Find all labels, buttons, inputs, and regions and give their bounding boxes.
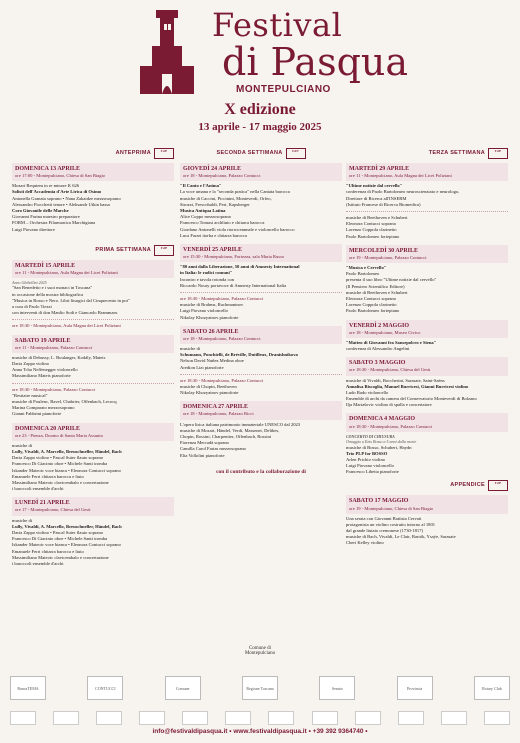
event-venue: ore 11 - Montepulciano, Palazzo Contucci (15, 344, 93, 350)
event-venue: ore 17:00 - Montepulciano, Chiesa di San Biagio (15, 173, 106, 179)
event-day: VENERDÌ 25 APRILE (183, 246, 243, 253)
event-line: L'opera lirica italiana patrimonio immateriale UNESCO dal 2023 (180, 421, 301, 427)
event-block (12, 335, 174, 418)
event-line: dal grande liutaio cremonese (1730-1817) (346, 528, 424, 534)
event-line: Omaggio a Ezio Bosso a 5 anni dalla morte (346, 439, 417, 445)
event-line: "Matteo di Giovanni fra Sansepolcro e Siena" (346, 339, 437, 345)
event-line: Eleonora Contucci soprano (346, 221, 397, 227)
column-anteprima (12, 148, 174, 572)
event-block (180, 326, 342, 397)
event-line: Aredion Lizi pianoforte (180, 364, 224, 370)
event-line: con interventi di don Manlio Sodi e Giancarlo Brammaru (12, 310, 118, 316)
event-line: musiche di Mozart, Händel, Verdi, Massenet, Delibes, (180, 427, 280, 433)
event-line: Luca Farari tiorba e chitarra barocca (180, 232, 247, 238)
event-day: SABATO 3 MAGGIO (349, 360, 406, 367)
event-block (180, 163, 342, 239)
event-line: musiche di Caccini, Piccinini, Monteverdi, Orfeo, (180, 195, 272, 201)
event-line: i baroccoli ensemble d'archi (12, 560, 64, 566)
partner-logo (10, 711, 36, 725)
event-day: MERCOLEDÌ 30 APRILE (349, 247, 419, 254)
event-line: Musica Antiqua Latina (180, 208, 226, 214)
event-venue: ore 19 - Montepulciano, Chiesa di San Biagio (349, 505, 434, 511)
event-line: Alessandro Fiocchetti tenore • Aleksandr Utkin basso (12, 201, 111, 207)
section-title: TERZA SETTIMANA (428, 149, 485, 156)
event-day: DOMENICA 13 APRILE (15, 166, 81, 172)
event-line: La voce umana e la "seconda pratica" nella Cantata barocca (180, 189, 290, 195)
event-line: Daria Zappa violino • Pascal Suter flauto soprano (12, 455, 104, 461)
event-line: "San Benedetto e i suoi monaci in Toscana" (12, 285, 93, 291)
event-line: Arlen Prichio violino (346, 456, 386, 462)
event-line: Giovanni Farina maestro preparatore (12, 214, 80, 220)
section-header-anteprima (12, 148, 174, 159)
event-line: Massimiliano Mateis pianoforte (12, 373, 71, 379)
event-line: Luigi Piovano violoncello (346, 463, 394, 469)
event-venue: ore 19 - Montepulciano, Palazzo Contucci (349, 254, 427, 260)
event-line: Iskander Mateoic voce bianca • Eleonora Contucci soprano (12, 542, 121, 548)
event-line: "Musica in Rosso e Nero. Libri liturgici dal Cinquecento in poi" (12, 297, 130, 303)
event-block (346, 413, 508, 475)
event-line: Paolo Bartolomeo fortepiano (346, 308, 400, 314)
sponsor-logo: Senato (319, 676, 355, 700)
event-line: musiche di (12, 442, 33, 448)
event-line: Annalisa Biscoglia, Manuel Burricesi, Gianni Burricesi violino (346, 383, 469, 389)
column-terza-settimana (346, 148, 508, 552)
event-day: GIOVEDÌ 24 APRILE (183, 166, 242, 172)
event-line: musiche di Beethoven e Schubert (346, 215, 408, 221)
event-block (12, 497, 174, 567)
event-block (12, 260, 174, 330)
event-day: VENERDÌ 2 MAGGIO (349, 322, 410, 329)
event-block (12, 163, 174, 233)
tower-logo (132, 6, 202, 102)
event-line: Direttore di Ricerca all'INSERM (346, 195, 407, 201)
event-line: Incontro e tavola rotonda con (180, 276, 235, 282)
event-line: Nikolay Khozyainov pianoforte (180, 390, 239, 396)
event-venue: ore 11 - Montepulciano, Aula Magna dei Licei Poliziani (349, 173, 452, 179)
event-line: Paolo Bartolomeo (346, 271, 380, 277)
event-day: DOMENICA 4 MAGGIO (349, 416, 415, 423)
event-line: "Bestiaire musical" (12, 392, 48, 398)
event-line: Daria Zappa violino • Pascal Suter flauto soprano (12, 529, 104, 535)
event-line: presenta il suo libro "Ultime notizie dal cervello" (346, 277, 437, 283)
event-line: musiche di Bosso, Schubert, Haydn (346, 444, 412, 450)
festival-header (0, 0, 520, 140)
event-line: in occasione della mostra bibliografica (12, 291, 84, 297)
section-header-prima-settimana (12, 245, 174, 256)
event-line: Eleonora Contucci soprano (346, 296, 397, 301)
event-venue: ore 18 - Montepulciano, Palazzo Contucci (183, 173, 261, 179)
event-line: Massimiliano Mateoic clavicembalo e concertazione (12, 554, 109, 560)
festival-title-line1: Festival (212, 6, 343, 44)
section-header-terza-settimana (346, 148, 508, 159)
event-line: musiche di (12, 517, 33, 523)
event-venue: ore 18:30 - Montepulciano, Palazzo Contucci (349, 423, 433, 429)
event-line: Emanuele Ferri chitarra barocca e liuto (12, 548, 84, 554)
event-line: Massimiliano Mateoic clavicembalo e concertazione (12, 479, 109, 485)
event-line: Antonella Granata soprano • Nana Zakaidze mezzosoprano (12, 195, 121, 201)
event-venue: ore 11 - Montepulciano, Aula Magna dei Licei Poliziani (15, 269, 118, 275)
event-line: Riccardo Noury portavoce di Amnesty International Italia (180, 282, 287, 288)
event-line: Iskander Mateoic voce bianca • Eleonora Contucci soprano (12, 467, 121, 473)
festival-mini-logo-icon: FdP (154, 148, 174, 159)
event-line: Daria Zappa violino (12, 361, 49, 367)
event-day: DOMENICA 20 APRILE (15, 425, 81, 432)
sponsor-logo: BancaTEMA (10, 676, 46, 700)
event-block (346, 245, 508, 315)
event-line: "Ultime notizie dal cervello" (346, 183, 403, 189)
event-line: Ensemble di archi da camera del Conservatorio Monteverdi di Bolzano (346, 396, 477, 402)
event-venue: ore 23 - Pienza, Duomo di Santa Maria Assunta (15, 432, 103, 438)
event-line: Alice Coppo mezzosoprano (180, 214, 232, 220)
partner-logo (139, 711, 165, 725)
event-block (346, 357, 508, 408)
event-line: Anna Tcha Neffenegger violoncello (12, 367, 78, 373)
event-block (346, 163, 508, 240)
partner-logo (96, 711, 122, 725)
event-block (180, 244, 342, 321)
partner-logo (312, 711, 338, 725)
section-title: ANTEPRIMA (115, 149, 151, 156)
event-line: musiche di Bach, Vivaldi, Le Clair, Bartók, Ysaÿe, Sarasate (346, 534, 456, 540)
event-day: SABATO 19 APRILE (15, 337, 71, 344)
festival-mini-logo-icon: FdP (154, 245, 174, 256)
festival-title-line2: di Pasqua (222, 40, 409, 84)
event-line: Lully, Vivaldi, A. Marcello, Breuschneller, Händel, Bach (12, 523, 122, 529)
sponsor-logo: Rotary Club (474, 676, 510, 700)
event-line: "Musica e Cervello" (346, 265, 387, 271)
comune-label: Comune di Montepulciano (244, 646, 276, 656)
event-line: Cheri Kelley violino (346, 540, 384, 546)
event-line: protagonista un violino costruito intorno al 1801 (346, 521, 436, 527)
event-line: in Italia: le radici comuni" (180, 270, 233, 276)
event-venue: ore 18 - Montepulciano, Museo Civico (349, 329, 421, 335)
section-title: PRIMA SETTIMANA (95, 246, 151, 253)
event-line: CONCERTO DI CHIUSURA (346, 433, 395, 439)
event-line: Chopin, Rossini, Charpentier, Offenbach, Rossini (180, 434, 272, 439)
partner-logo (225, 711, 251, 725)
event-block (346, 495, 508, 546)
festival-mini-logo-icon: FdP (488, 480, 508, 491)
event-day: MARTEDÌ 15 APRILE (15, 262, 76, 269)
event-line: FORM – Orchestra Filarmonica Marchigiana (12, 220, 96, 226)
partner-logo (268, 711, 294, 725)
event-line: Francesco Tomasi archliuto e chitarra barocca (180, 220, 265, 226)
event-line: Trio PLP for BOSSO (346, 450, 388, 456)
event-line: Nikolay Khozyainov pianoforte (180, 314, 239, 320)
event-line: musiche di Beethoven e Schubert (346, 289, 408, 295)
event-line: Luigi Piovano violoncello (180, 308, 228, 314)
event-line: Strozzi, Frescobaldi, Peri, Kapsberger (180, 201, 250, 207)
partner-logos-row (10, 710, 510, 726)
event-line: musiche di Vivaldi, Boccherini, Sarasate, Saint-Saëns (346, 377, 445, 383)
event-venue: ore 18:30 - Montepulciano, Palazzo Contucci (12, 386, 96, 392)
festival-city: MONTEPULCIANO (236, 84, 331, 95)
event-line: musiche di Debussy, L. Boulanger, Kodály, Mateis (12, 354, 106, 360)
event-line: (Istituto Francese di Ricerca Biomedica) (346, 201, 421, 207)
event-venue: ore 17 - Montepulciano, Chiesa del Gesù (15, 507, 91, 513)
sponsor-logo: Comune (165, 676, 201, 700)
event-line: Mozart Requiem in re minore K 626 (12, 183, 80, 189)
event-day: SABATO 26 APRILE (183, 328, 239, 335)
event-venue: ore 18 - Montepulciano, Palazzo Contucci (183, 335, 261, 341)
event-line: Lorenzo Coppola clarinetto (346, 302, 397, 308)
section-header-seconda-settimana (180, 148, 342, 159)
event-venue: ore 18:30 - Montepulciano, Aula Magna dei Licei Poliziani (12, 323, 121, 329)
event-line: musiche di Chopin, Beethoven (180, 383, 237, 389)
event-line: Ilja Mariašovic violino di spalla e concertatore (346, 402, 432, 408)
event-line: "80 anni dalla Liberazione, 50 anni di Amnesty International (180, 264, 300, 270)
event-line: Emanuele Ferri chitarra barocca e liuto (12, 473, 84, 479)
event-venue: ore 15:30 - Montepulciano, Fortezza, sala Maria Russo (183, 254, 285, 260)
section-header-appendice (346, 480, 508, 491)
partner-logo (441, 711, 467, 725)
event-venue: ore 18:30 - Montepulciano, Palazzo Contucci (180, 296, 264, 301)
event-line: Luigi Piovano direttore (12, 226, 55, 232)
event-venue: ore 18 - Montepulciano, Palazzo Ricci (183, 411, 254, 417)
partner-logo (53, 711, 79, 725)
event-line: Francesco Di Giacinto oboe • Michele Santi tromba (12, 536, 108, 542)
event-line: Lully, Vivaldi, A. Marcello, Breuschneller, Händel, Bach (12, 449, 122, 455)
contact-line[interactable]: info@festivaldipasqua.it • www.festivaldipasqua.it • +39 392 9364740 • (152, 728, 368, 735)
event-line: Elia Vollolini pianoforte (180, 452, 225, 458)
event-line: musiche di Brahms, Rachmaninov (180, 302, 244, 308)
event-line: musiche di (180, 346, 201, 352)
event-block (12, 423, 174, 493)
event-venue: ore 18:30 - Montepulciano, Palazzo Contucci (180, 377, 264, 383)
partner-logo (484, 711, 510, 725)
sponsor-logo: CONTUCCI (87, 676, 123, 700)
event-line: Camilla Carol Farias mezzosoprano (180, 446, 246, 452)
partner-logo (398, 711, 424, 725)
event-line: Nelson David Nuñez Medina oboe (180, 358, 244, 364)
festival-mini-logo-icon: FdP (286, 148, 306, 159)
sponsor-logo: Provincia (397, 676, 433, 700)
section-title: SECONDA SETTIMANA (216, 149, 283, 156)
event-line: Francesco Libetta pianoforte (346, 469, 399, 475)
event-line: Fiorenza Mercadà soprano (180, 440, 229, 446)
event-line: a cura di Paolo Tiezzi (12, 304, 52, 310)
event-line: Coro Giovanile delle Marche (12, 208, 69, 214)
edition-label: X edizione (224, 101, 296, 118)
event-line: Paolo Bartolomeo fortepiano (346, 233, 400, 239)
event-line: Lorenzo Coppola clarinetto (346, 227, 397, 233)
section-title: APPENDICE (450, 482, 485, 489)
event-venue: ore 18:30 - Montepulciano, Chiesa del Gesù (349, 367, 431, 373)
event-line: Una serata con Giovanni Battista Cervati (346, 515, 422, 521)
event-line: Francesco Di Giacinto oboe • Michele Santi tromba (12, 461, 108, 467)
event-line: i baroccoli ensemble d'archi (12, 486, 64, 492)
event-day: LUNEDÌ 21 APRILE (15, 500, 70, 507)
event-line: (Il Pensiero Scientifico Editore) (346, 283, 405, 289)
partner-logo (182, 711, 208, 725)
event-line: Gianni Fabbrini pianoforte (12, 411, 62, 417)
event-line: Schumann, Ponchielli, de Bréville, Dutilleux, Dranishnikova (180, 352, 298, 358)
event-line: Giordano Antonelli viola riorrocennnale e violoncello barocco (180, 226, 295, 232)
event-day: DOMENICA 27 APRILE (183, 404, 249, 411)
event-day: MARTEDÌ 29 APRILE (349, 166, 410, 172)
event-line: Anno Ghibellini 2025 (12, 280, 47, 286)
event-line: Ludo Rado violoncello (346, 389, 389, 395)
column-seconda-settimana (180, 148, 342, 476)
event-line: Solisti dell'Accademia d'Arte Lirica di Osimo (12, 189, 102, 195)
contributors-heading: con il contributo e la collaborazione di (216, 468, 306, 475)
partner-logo (355, 711, 381, 725)
event-line: musiche di Poulenc, Ravel, Chabrier, Offenbach, Lecocq (12, 398, 117, 404)
sponsor-logo: Regione Toscana (242, 676, 278, 700)
festival-dates: 13 aprile - 17 maggio 2025 (198, 121, 322, 133)
event-line: "Il Canto e l'Anima" (180, 183, 222, 189)
event-day: SABATO 17 MAGGIO (349, 498, 409, 505)
event-block (180, 401, 342, 458)
event-line: conferenza di Alessandro Angelini (346, 346, 410, 352)
event-block (346, 320, 508, 353)
festival-mini-logo-icon: FdP (488, 148, 508, 159)
event-line: Marina Comparato mezzosoprano (12, 405, 75, 411)
event-line: conferenza di Paolo Bartolomeo neuroscienziato e neurologo, (346, 189, 460, 195)
